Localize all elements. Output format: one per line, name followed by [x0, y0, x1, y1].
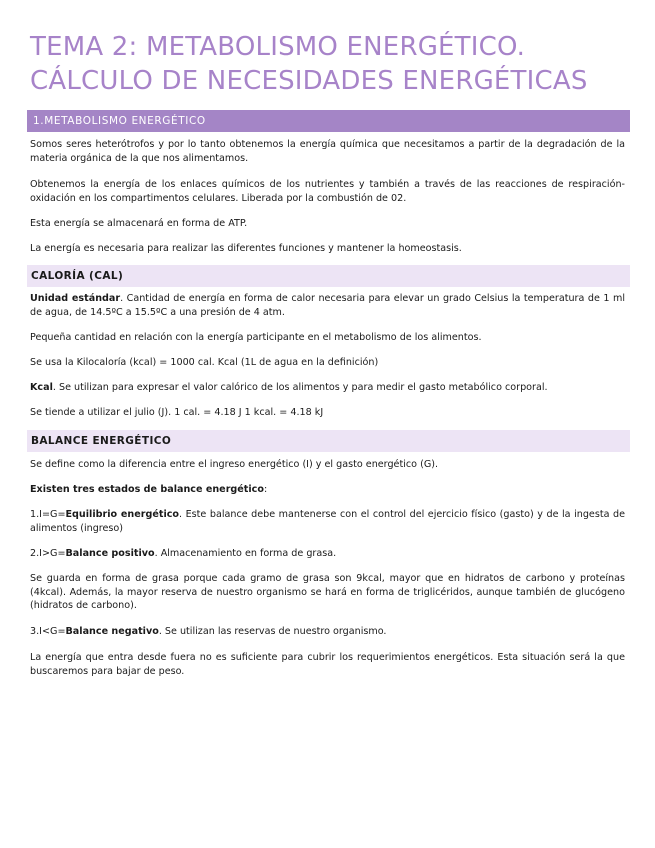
paragraph-homeostasis: La energía es necesaria para realizar las diferentes funciones y mantener la homeostasis.	[30, 243, 462, 254]
term-positivo: Balance positivo	[65, 548, 155, 559]
paragraph-grasa: Se guarda en forma de grasa porque cada gramo de grasa son 9kcal, mayor que en hidratos de carbono y proteínas (4kcal). Además, la mayor reserva de nuestro organismo se hará en forma de triglicéridos, aunque también de glucógeno (hidratos de carbono).	[30, 573, 625, 611]
paragraph-tres-estados: Existen tres estados de balance energético:	[30, 484, 268, 495]
paragraph-julio: Se tiende a utilizar el julio (J). 1 cal. = 4.18 J 1 kcal. = 4.18 kJ	[30, 407, 324, 418]
paragraph-enlaces: Obtenemos la energía de los enlaces químicos de los nutrientes y también a través de las reacciones de respiración-oxidación en los compartimentos celulares. Liberada por la combustión de 02.	[30, 179, 625, 204]
title-line-2: CÁLCULO DE NECESIDADES ENERGÉTICAS	[30, 66, 588, 96]
section-heading-metabolismo: 1.METABOLISMO ENERGÉTICO	[27, 110, 630, 132]
paragraph-pequena-cantidad: Pequeña cantidad en relación con la energía participante en el metabolismo de los alimentos.	[30, 332, 482, 343]
term-equilibrio: Equilibrio energético	[65, 509, 180, 520]
subheading-caloria: CALORÍA (CAL)	[27, 265, 630, 287]
page-title	[30, 30, 630, 98]
title-line-1: TEMA 2: METABOLISMO ENERGÉTICO.	[30, 32, 526, 62]
paragraph-unidad-estandar: Unidad estándar. Cantidad de energía en forma de calor necesaria para elevar un grado Celsius la temperatura de 1 ml de agua, de 14.5ºC a 15.5ºC a una presión de 4 atm.	[30, 293, 625, 318]
list-item-negativo: 3.I<G=Balance negativo. Se utilizan las reservas de nuestro organismo.	[30, 626, 387, 637]
subheading-balance: BALANCE ENERGÉTICO	[27, 430, 630, 452]
list-item-positivo: 2.I>G=Balance positivo. Almacenamiento en forma de grasa.	[30, 548, 337, 559]
term-negativo: Balance negativo	[65, 626, 159, 637]
term-kcal: Kcal	[30, 382, 53, 393]
term-unidad-estandar: Unidad estándar	[30, 293, 121, 304]
term-tres-estados: Existen tres estados de balance energético	[30, 484, 264, 495]
paragraph-heterotrofos: Somos seres heterótrofos y por lo tanto obtenemos la energía química que necesitamos a partir de la degradación de la materia orgánica de la que nos alimentamos.	[30, 139, 625, 164]
paragraph-kcal: Kcal. Se utilizan para expresar el valor calórico de los alimentos y para medir el gasto metabólico corporal.	[30, 382, 548, 393]
list-item-equilibrio: 1.I=G=Equilibrio energético. Este balance debe mantenerse con el control del ejercicio físico (gasto) y de la ingesta de alimentos (ingreso)	[30, 509, 625, 534]
paragraph-definicion-balance: Se define como la diferencia entre el ingreso energético (I) y el gasto energético (G).	[30, 459, 439, 470]
paragraph-kilocaloria: Se usa la Kilocaloría (kcal) = 1000 cal. Kcal (1L de agua en la definición)	[30, 357, 379, 368]
paragraph-atp: Esta energía se almacenará en forma de ATP.	[30, 218, 248, 229]
paragraph-bajar-peso: La energía que entra desde fuera no es suficiente para cubrir los requerimientos energéticos. Esta situación será la que buscaremos para bajar de peso.	[30, 652, 625, 677]
